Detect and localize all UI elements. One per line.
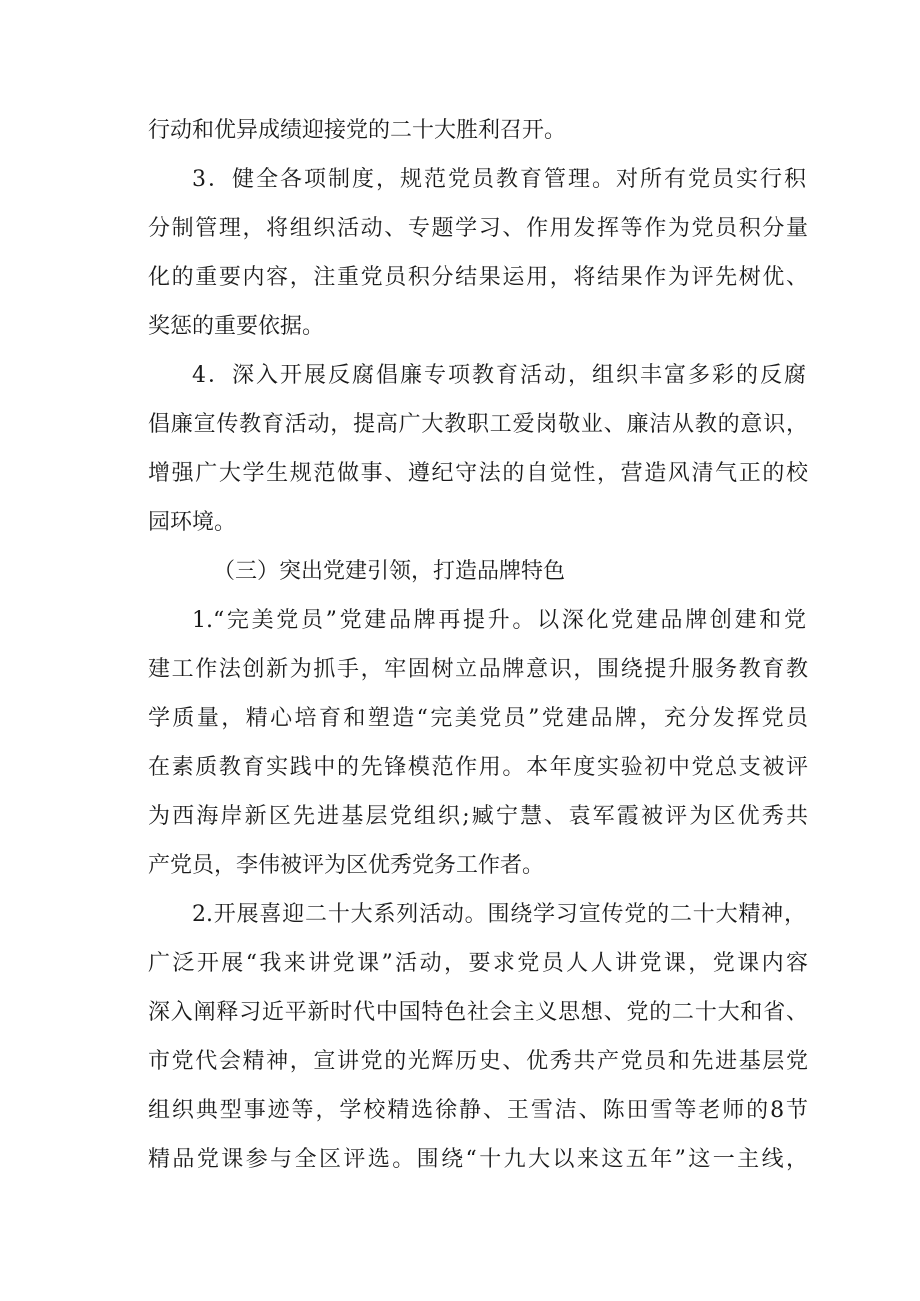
text-line: 深入阐释习近平新时代中国特色社会主义思想、党的二十大和省、 [148,1000,808,1025]
text-line: 建工作法创新为抓手，牢固树立品牌意识，围绕提升服务教育教 [148,657,808,682]
text-line: 3．健全各项制度，规范党员教育管理。对所有党员实行积 [192,167,806,192]
text-line: 组织典型事迹等，学校精选徐静、王雪洁、陈田雪等老师的8节 [148,1098,808,1123]
text-line: 学质量，精心培育和塑造“完美党员”党建品牌，充分发挥党员 [148,706,808,731]
text-line: 1.“完美党员”党建品牌再提升。以深化党建品牌创建和党 [192,608,806,633]
text-line: 市党代会精神，宣讲党的光辉历史、优秀共产党员和先进基层党 [148,1049,808,1074]
text-line: 为西海岸新区先进基层党组织;臧宁慧、袁军霞被评为区优秀共 [148,804,808,829]
text-line: 4．深入开展反腐倡廉专项教育活动，组织丰富多彩的反腐 [192,363,806,388]
text-line: 园环境。 [148,510,237,535]
text-line: 行动和优异成绩迎接党的二十大胜利召开。 [148,118,567,143]
section-heading: （三）突出党建引领，打造品牌特色 [213,559,566,584]
text-line: 倡廉宣传教育活动，提高广大教职工爱岗敬业、廉洁从教的意识， [148,412,808,437]
text-line: 2.开展喜迎二十大系列活动。围绕学习宣传党的二十大精神， [192,902,806,927]
text-line: 增强广大学生规范做事、遵纪守法的自觉性，营造风清气正的校 [148,461,808,486]
text-line: 产党员，李伟被评为区优秀党务工作者。 [148,853,545,878]
text-line: 化的重要内容，注重党员积分结果运用，将结果作为评先树优、 [148,265,808,290]
text-line: 广泛开展“我来讲党课”活动，要求党员人人讲党课，党课内容 [148,951,808,976]
text-line: 分制管理，将组织活动、专题学习、作用发挥等作为党员积分量 [148,216,808,241]
text-line: 精品党课参与全区评选。围绕“十九大以来这五年”这一主线， [148,1147,808,1172]
text-line: 奖惩的重要依据。 [148,314,325,339]
text-line: 在素质教育实践中的先锋模范作用。本年度实验初中党总支被评 [148,755,808,780]
